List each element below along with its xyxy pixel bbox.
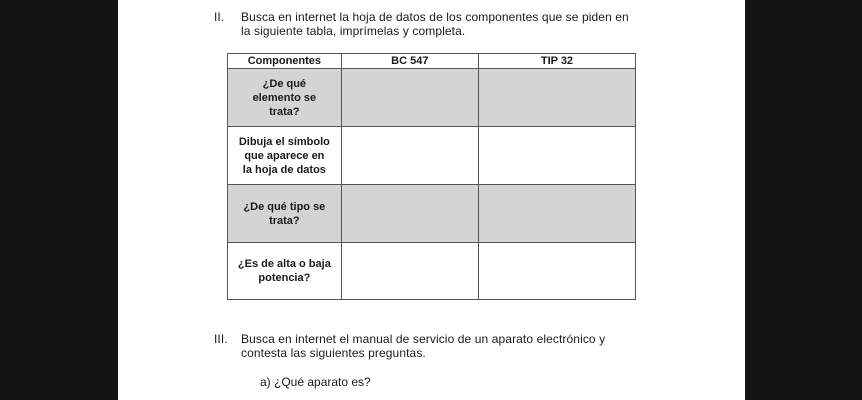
answer-cell-tip32[interactable]: [478, 127, 635, 185]
table-row: [228, 243, 636, 300]
answer-cell-bc547[interactable]: [341, 127, 478, 185]
row-label-line: que aparece en: [244, 149, 325, 162]
section-ii-number: II.: [214, 10, 225, 24]
viewer-background-right: [745, 0, 862, 400]
row-label-line: elemento se: [252, 91, 317, 104]
row-label-elemento: [228, 69, 342, 127]
table-row: [228, 127, 636, 185]
components-table: [227, 53, 636, 300]
answer-cell-tip32[interactable]: [478, 69, 635, 127]
document-page: [118, 0, 745, 400]
row-label-line: la hoja de datos: [242, 163, 326, 176]
row-label-line: trata?: [269, 105, 300, 118]
section-iii-line-2: contesta las siguientes preguntas.: [241, 346, 426, 360]
section-iii-text: [241, 332, 605, 360]
table-row: [228, 69, 636, 127]
section-iii: [214, 332, 654, 362]
section-ii-text: [241, 10, 629, 38]
row-label-line: potencia?: [258, 272, 311, 284]
table-row: [228, 185, 636, 243]
row-label-line: ¿De qué tipo se: [243, 200, 326, 213]
row-label-potencia: [228, 243, 342, 300]
header-componentes: Componentes: [228, 54, 342, 69]
row-label-simbolo: [228, 127, 342, 185]
section-ii-line-2: la siguiente tabla, imprímelas y completa.: [241, 24, 466, 38]
answer-cell-bc547[interactable]: [341, 243, 478, 300]
answer-cell-tip32[interactable]: [478, 185, 635, 243]
answer-cell-bc547[interactable]: [341, 69, 478, 127]
row-label-line: ¿Es de alta o baja: [237, 258, 331, 270]
header-bc547: BC 547: [341, 54, 478, 69]
viewer-background-left: [0, 0, 118, 400]
section-iii-number: III.: [214, 332, 228, 346]
row-label-line: Dibuja el símbolo: [238, 135, 330, 148]
question-a: a) ¿Qué aparato es?: [260, 375, 371, 389]
row-label-line: trata?: [269, 214, 300, 227]
row-label-line: ¿De qué: [262, 77, 307, 90]
answer-cell-tip32[interactable]: [478, 243, 635, 300]
row-label-tipo: [228, 185, 342, 243]
table-header-row: [228, 54, 636, 69]
section-ii: [214, 10, 654, 40]
section-ii-line-1: Busca en internet la hoja de datos de los componentes que se piden en: [241, 10, 629, 24]
answer-cell-bc547[interactable]: [341, 185, 478, 243]
header-tip32: TIP 32: [478, 54, 635, 69]
section-iii-line-1: Busca en internet el manual de servicio de un aparato electrónico y: [241, 332, 606, 346]
